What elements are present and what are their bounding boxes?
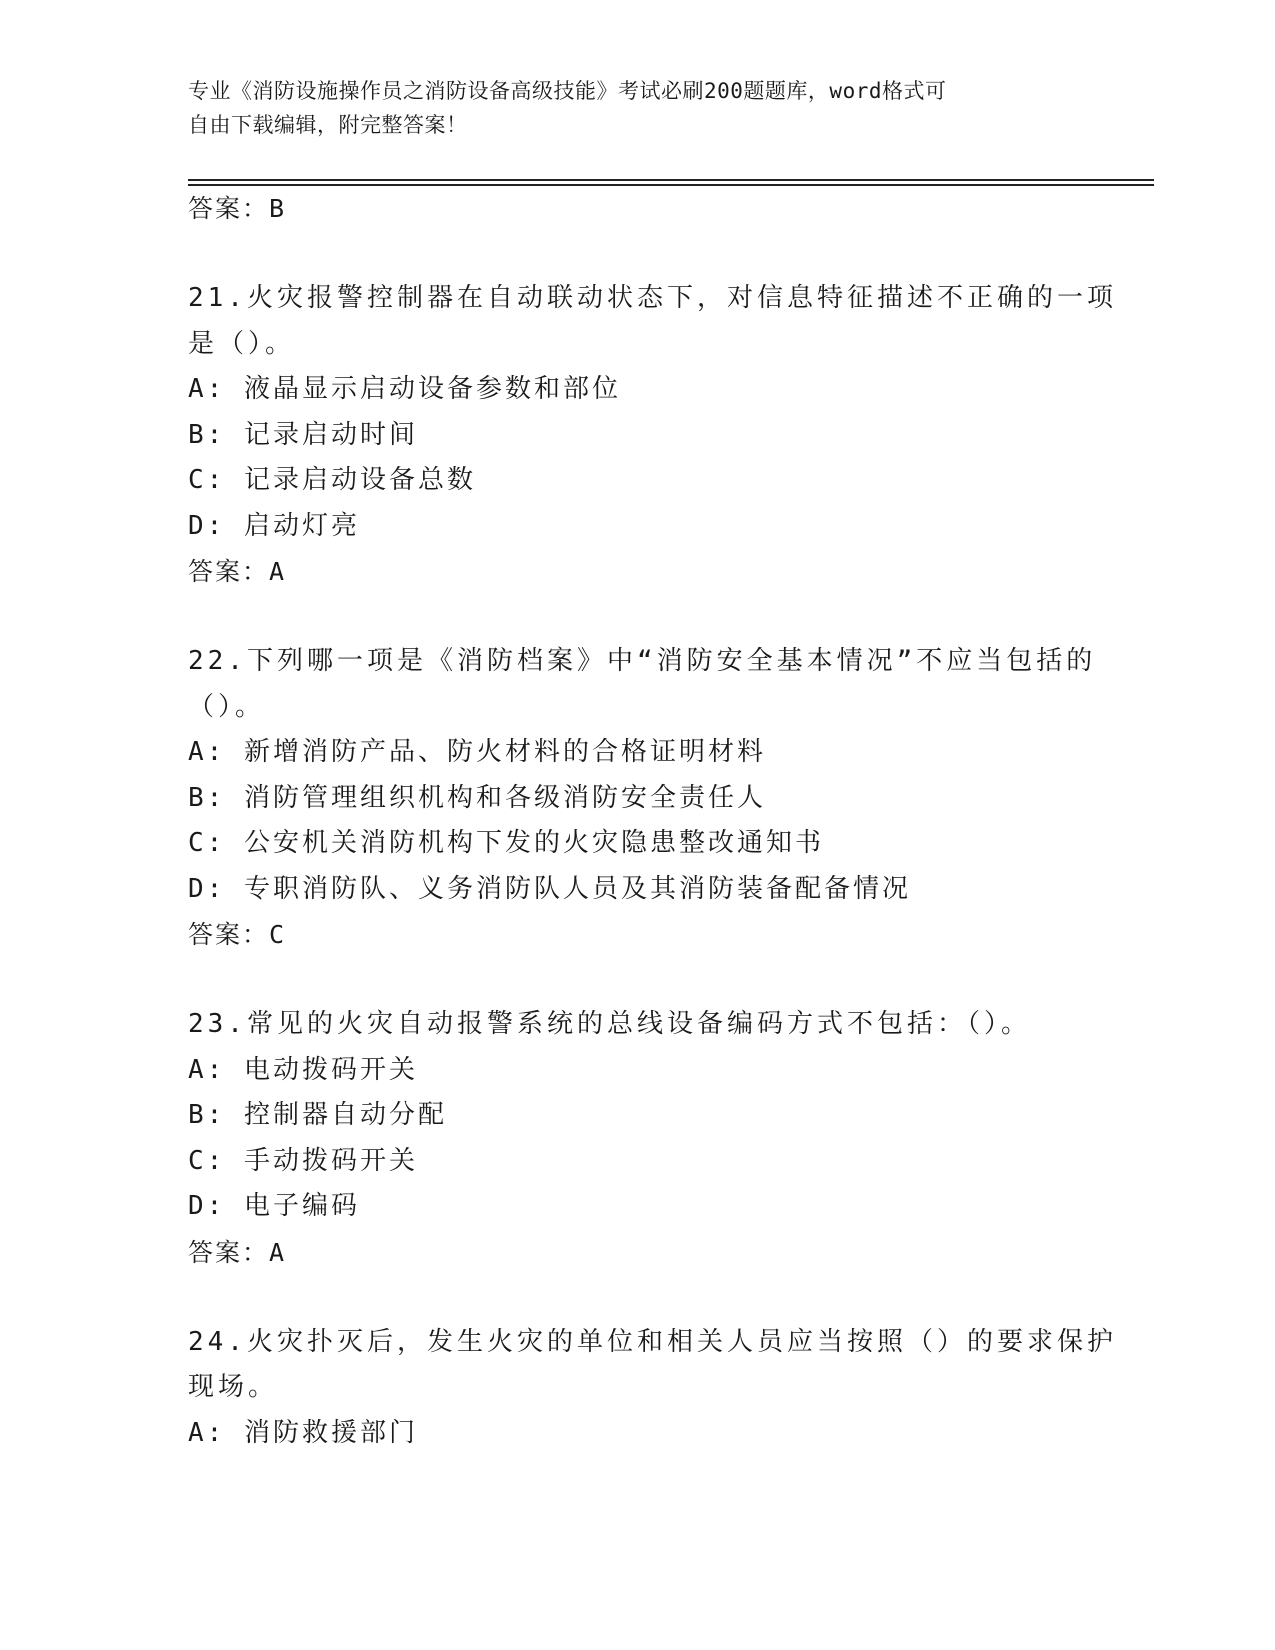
option-c: C: 记录启动设备总数 xyxy=(188,465,476,495)
answer-line xyxy=(188,549,1088,594)
question-text-cont: 是（）。 xyxy=(188,328,296,359)
option-a: A: 新增消防产品、防火材料的合格证明材料 xyxy=(188,737,766,767)
header-line-1: 专业《消防设施操作员之消防设备高级技能》考试必刷200题题库，word格式可 xyxy=(188,79,947,103)
question-list xyxy=(188,186,1117,1456)
option-a: A: 液晶显示启动设备参数和部位 xyxy=(188,374,621,404)
answer-value: A xyxy=(269,1237,287,1267)
question-text: 21.火灾报警控制器在自动联动状态下，对信息特征描述不正确的一项 xyxy=(188,283,1117,313)
question-block-23 xyxy=(188,1002,1088,1275)
answer-value: C xyxy=(269,920,287,949)
answer-value: A xyxy=(269,557,287,586)
question-text: 23.常见的火灾自动报警系统的总线设备编码方式不包括：（）。 xyxy=(188,1009,1031,1039)
option-b: B: 消防管理组织机构和各级消防安全责任人 xyxy=(188,782,766,813)
answer-line xyxy=(188,912,1088,957)
answer-label: 答案： xyxy=(188,557,270,586)
answer-label: 答案： xyxy=(188,194,270,223)
option-b: B: 控制器自动分配 xyxy=(188,1100,447,1130)
question-text-cont: 现场。 xyxy=(188,1372,279,1402)
option-b: B: 记录启动时间 xyxy=(188,419,418,450)
option-d: D: 专职消防队、义务消防队人员及其消防装备配备情况 xyxy=(188,873,911,904)
question-block-24 xyxy=(188,1320,1117,1457)
answer-label: 答案： xyxy=(188,1237,270,1267)
header-line-2: 自由下载编辑，附完整答案！ xyxy=(188,113,468,137)
question-block-21 xyxy=(188,276,1117,594)
document-header xyxy=(188,74,1088,142)
option-c: C: 手动拨码开关 xyxy=(188,1145,418,1176)
header-rule-top xyxy=(188,179,1154,181)
question-block-22 xyxy=(188,639,1097,957)
question-text: 22.下列哪一项是《消防档案》中“消防安全基本情况”不应当包括的 xyxy=(188,646,1097,676)
option-a: A: 电动拨码开关 xyxy=(188,1054,418,1085)
answer-value: B xyxy=(269,194,287,223)
answer-line xyxy=(188,1230,1088,1275)
answer-line-prev xyxy=(188,186,1088,231)
question-text: 24.火灾扑灭后，发生火灾的单位和相关人员应当按照（）的要求保护 xyxy=(188,1326,1117,1357)
answer-label: 答案： xyxy=(188,920,270,949)
question-text-cont: （）。 xyxy=(188,691,266,722)
option-d: D: 启动灯亮 xyxy=(188,510,360,541)
option-d: D: 电子编码 xyxy=(188,1191,360,1221)
option-c: C: 公安机关消防机构下发的火灾隐患整改通知书 xyxy=(188,828,824,858)
option-a: A: 消防救援部门 xyxy=(188,1417,418,1448)
